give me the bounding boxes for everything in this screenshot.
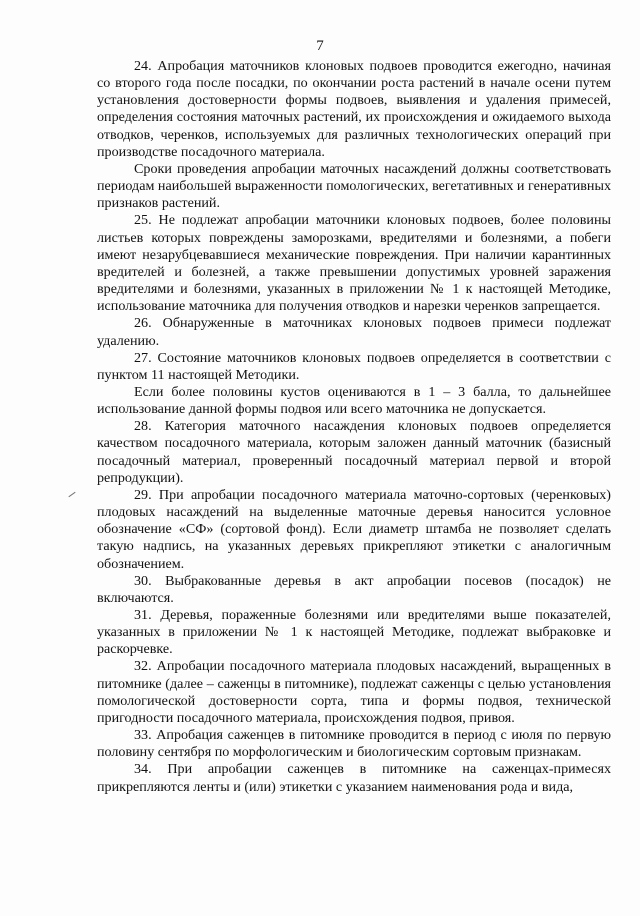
paragraph-30: 30. Выбракованные деревья в акт апробации посевов (посадок) не включаются.: [97, 572, 611, 606]
paragraph-25: 25. Не подлежат апробации маточники клоновых подвоев, более половины листьев которых повреждены заморозками, вредителями и болезнями, а побеги имеют незарубцевавшиеся механические повреждения. При наличии карантинных вредителей и болезней, а также превышении допустимых уровней заражения вредителями и болезнями, указанных в приложении № 1 к настоящей Методике, использование маточника для получения отводков и нарезки черенков запрещается.: [97, 212, 611, 315]
paragraph-27-note: Если более половины кустов оцениваются в 1 – 3 балла, то дальнейшее использование данной формы подвоя или всего маточника не допускается.: [97, 383, 611, 418]
paragraph-32: 32. Апробации посадочного материала плодовых насаждений, выращенных в питомнике (далее – саженцы в питомнике), подлежат саженцы с целью установления помологической достоверности сорта, типа и формы подвоя, технической пригодности посадочного материала, происхождения подвоя, привоя.: [97, 658, 611, 726]
scan-mark: [68, 492, 75, 497]
document-body: [97, 58, 611, 796]
paragraph-26: 26. Обнаруженные в маточниках клоновых подвоев примеси подлежат удалению.: [97, 315, 611, 349]
page-number: 7: [316, 38, 324, 54]
paragraph-34: 34. При апробации саженцев в питомнике на саженцах-примесях прикрепляются ленты и (или) этикетки с указанием наименования рода и вида,: [97, 761, 611, 795]
paragraph-33: 33. Апробация саженцев в питомнике проводится в период с июля по первую половину сентября по морфологическим и биологическим сортовым признакам.: [97, 727, 611, 761]
paragraph-27: 27. Состояние маточников клоновых подвоев определяется в соответствии с пунктом 11 настоящей Методики.: [97, 349, 611, 383]
paragraph-24: 24. Апробация маточников клоновых подвоев проводится ежегодно, начиная со второго года после посадки, по окончании роста растений в начале осени путем установления достоверности формы подвоев, выявления и удаления примесей, определения состояния маточных растений, их происхождения и ожидаемого выхода отводков, черенков, используемых для различных технологических операций при производстве посадочного материала.: [97, 58, 611, 160]
paragraph-29: 29. При апробации посадочного материала маточно-сортовых (черенковых) плодовых насаждений на выделенные маточные деревья наносится условное обозначение «СФ» (сортовой фонд). Если диаметр штамба не позволяет сделать такую надпись, на указанных деревьях прикрепляют этикетки с аналогичным обозначением.: [97, 486, 611, 572]
paragraph-28: 28. Категория маточного насаждения клоновых подвоев определяется качеством посадочного материала, которым заложен данный маточник (базисный посадочный материал, проверенный посадочный материал первой и второй репродукции).: [97, 418, 611, 486]
paragraph-31: 31. Деревья, пораженные болезнями или вредителями выше показателей, указанных в приложении № 1 к настоящей Методике, подлежат выбраковке и раскорчевке.: [97, 607, 611, 658]
paragraph-terms: Сроки проведения апробации маточных насаждений должны соответствовать периодам наибольшей выраженности помологических, вегетативных и генеративных признаков растений.: [97, 160, 611, 212]
